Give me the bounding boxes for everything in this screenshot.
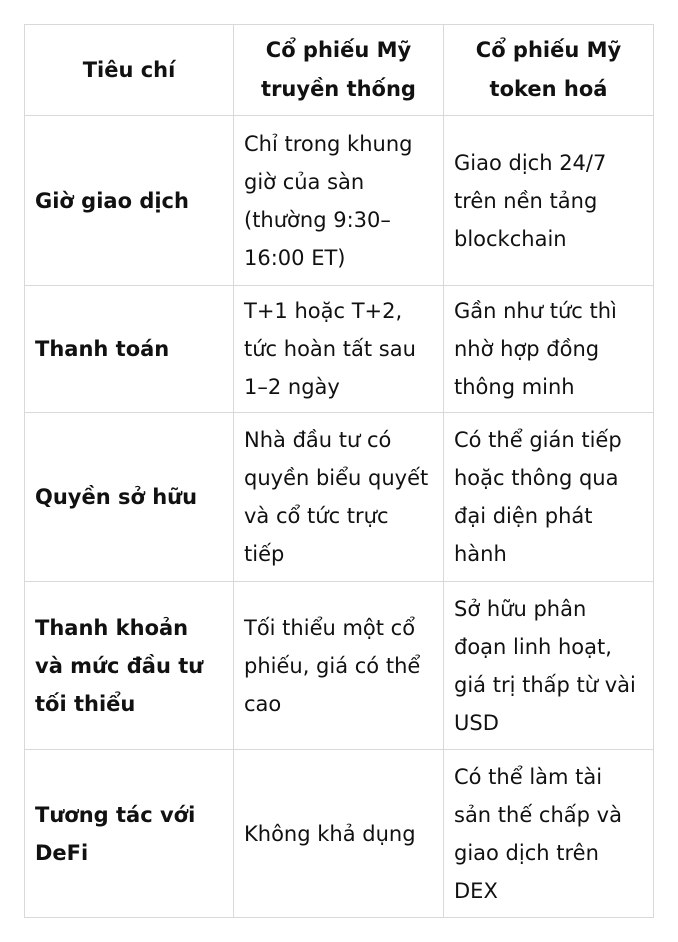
- header-criterion: Tiêu chí: [25, 25, 234, 116]
- table-row: [25, 116, 654, 286]
- row-criterion: Thanh toán: [25, 286, 234, 413]
- row-tokenized: Gần như tức thì nhờ hợp đồng thông minh: [444, 286, 654, 413]
- row-criterion: Quyền sở hữu: [25, 413, 234, 582]
- row-traditional: Chỉ trong khung giờ của sàn (thường 9:30–16:00 ET): [234, 116, 444, 286]
- header-traditional: Cổ phiếu Mỹ truyền thống: [234, 25, 444, 116]
- header-tokenized: Cổ phiếu Mỹ token hoá: [444, 25, 654, 116]
- row-criterion: Giờ giao dịch: [25, 116, 234, 286]
- row-traditional: T+1 hoặc T+2, tức hoàn tất sau 1–2 ngày: [234, 286, 444, 413]
- table-row: [25, 413, 654, 582]
- table-row: [25, 286, 654, 413]
- row-tokenized: Sở hữu phân đoạn linh hoạt, giá trị thấp từ vài USD: [444, 582, 654, 750]
- row-traditional: Tối thiểu một cổ phiếu, giá có thể cao: [234, 582, 444, 750]
- row-tokenized: Có thể gián tiếp hoặc thông qua đại diện phát hành: [444, 413, 654, 582]
- row-criterion: Tương tác với DeFi: [25, 750, 234, 918]
- table-row: [25, 582, 654, 750]
- row-tokenized: Giao dịch 24/7 trên nền tảng blockchain: [444, 116, 654, 286]
- row-traditional: Không khả dụng: [234, 750, 444, 918]
- row-criterion: Thanh khoản và mức đầu tư tối thiểu: [25, 582, 234, 750]
- comparison-table: [24, 24, 654, 918]
- row-traditional: Nhà đầu tư có quyền biểu quyết và cổ tức trực tiếp: [234, 413, 444, 582]
- row-tokenized: Có thể làm tài sản thế chấp và giao dịch trên DEX: [444, 750, 654, 918]
- header-row: [25, 25, 654, 116]
- table-row: [25, 750, 654, 918]
